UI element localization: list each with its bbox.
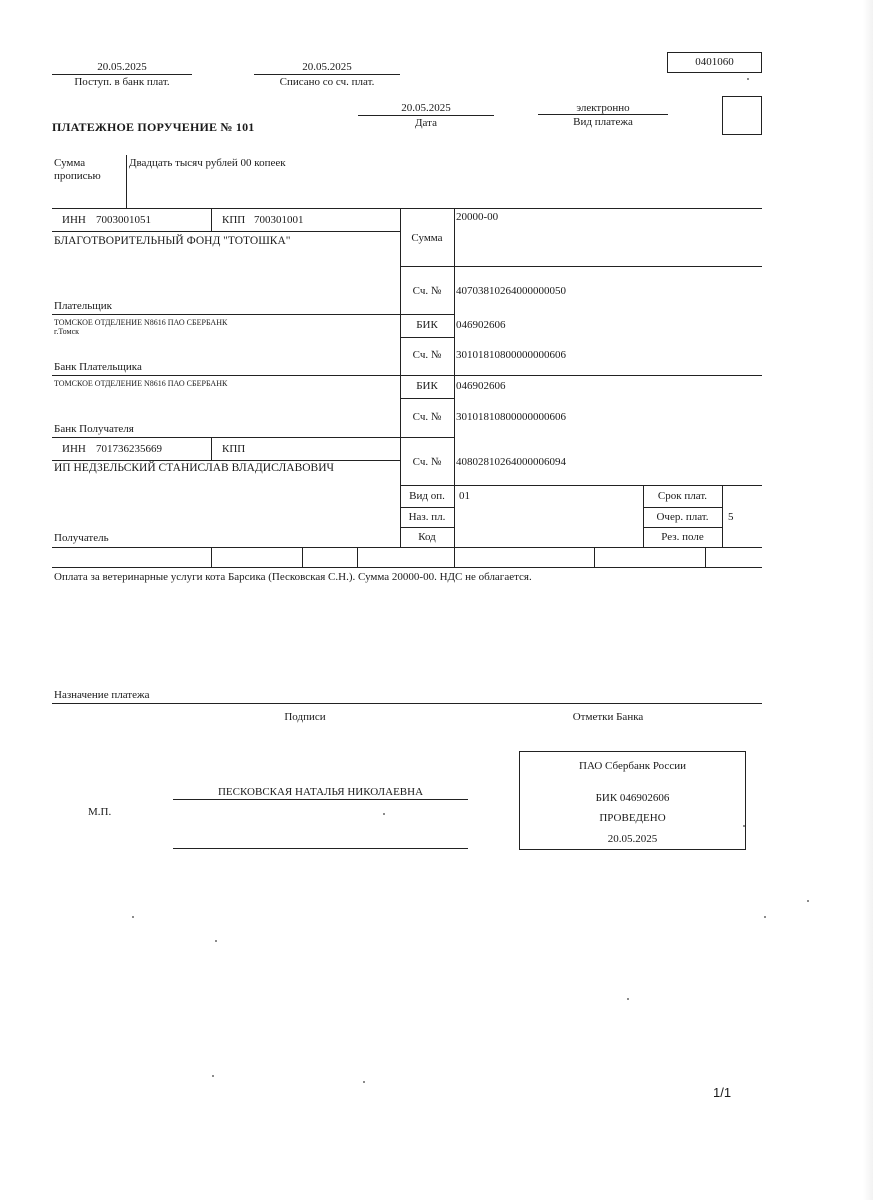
priority-line <box>643 527 722 528</box>
document-date-label: Дата <box>415 117 437 129</box>
grid-vertical-right <box>454 208 455 548</box>
payer-bank-bik: 046902606 <box>456 319 506 331</box>
details-top-line <box>400 485 762 486</box>
amount-words-value: Двадцать тысяч рублей 00 копеек <box>129 157 286 169</box>
payer-inn-kpp-divider <box>211 208 212 231</box>
tax-cell-divider-1 <box>211 547 212 567</box>
payee-inn-label: ИНН <box>62 443 86 455</box>
payer-bank-bik-label: БИК <box>416 319 438 331</box>
payer-status-box <box>722 96 762 135</box>
op-type-label: Вид оп. <box>409 490 445 502</box>
tax-cell-divider-2 <box>302 547 303 567</box>
payee-kpp-label: КПП <box>222 443 246 455</box>
payer-inn-line <box>52 231 400 232</box>
payee-bank-bik: 046902606 <box>456 380 506 392</box>
payer-bank-label: Банк Плательщика <box>54 361 142 373</box>
payee-account-label: Сч. № <box>412 456 442 468</box>
op-type-line <box>400 507 454 508</box>
payer-bottom-line <box>52 314 400 315</box>
tax-row-bottom-line <box>52 567 762 568</box>
scan-speck <box>212 1075 214 1077</box>
received-date: 20.05.2025 <box>97 61 147 73</box>
purpose-code-label: Наз. пл. <box>408 511 446 523</box>
payer-bank-city: г.Томск <box>54 327 80 336</box>
priority-label: Очер. плат. <box>656 511 709 523</box>
payee-account: 40802810264000006094 <box>456 456 566 468</box>
page-number: 1/1 <box>713 1085 732 1100</box>
term-label: Срок плат. <box>657 490 708 502</box>
payer-bank-bottom-line <box>52 375 762 376</box>
payer-bank-bik-line <box>400 337 454 338</box>
payer-sum-label: Сумма <box>411 232 443 244</box>
payee-bank-account: 30101810800000000606 <box>456 411 566 423</box>
bank-stamp-status: ПРОВЕДЕНО <box>599 812 666 824</box>
signature-line-1 <box>173 799 468 800</box>
scan-speck <box>363 1081 365 1083</box>
payment-type: электронно <box>576 102 630 114</box>
tax-cell-divider-4 <box>454 547 455 567</box>
details-bottom-line <box>52 547 762 548</box>
payment-type-label: Вид платежа <box>573 116 633 128</box>
tax-cell-divider-3 <box>357 547 358 567</box>
amount-words-label-line2: прописью <box>54 170 101 182</box>
scan-speck <box>215 940 217 942</box>
bank-stamp-bik: БИК 046902606 <box>595 792 670 804</box>
priority: 5 <box>728 511 734 523</box>
payer-inn: 7003001051 <box>96 214 151 226</box>
details-vertical-2 <box>722 485 723 548</box>
received-label: Поступ. в банк плат. <box>74 76 170 88</box>
op-type: 01 <box>459 490 470 502</box>
code-label: Код <box>418 531 436 543</box>
scan-speck <box>743 825 745 827</box>
signatures-label: Подписи <box>284 711 326 723</box>
amount-words-divider <box>126 155 127 208</box>
payee-bank-bottom-line <box>52 437 454 438</box>
document-title: ПЛАТЕЖНОЕ ПОРУЧЕНИЕ № 101 <box>52 120 255 134</box>
payee-bank-bik-line <box>400 398 454 399</box>
scan-speck <box>747 78 749 80</box>
payer-bank-account: 30101810800000000606 <box>456 349 566 361</box>
payer-inn-label: ИНН <box>62 214 86 226</box>
payer-account-bottom-line <box>400 314 454 315</box>
form-code: 0401060 <box>695 56 734 68</box>
scan-speck <box>627 998 629 1000</box>
debited-label: Списано со сч. плат. <box>279 76 375 88</box>
payer-kpp: 700301001 <box>254 214 304 226</box>
payment-type-line <box>538 114 668 115</box>
purpose-bottom-line <box>52 703 762 704</box>
payee-label: Получатель <box>54 532 109 544</box>
page-edge-shadow <box>863 0 873 1200</box>
bank-stamp-date: 20.05.2025 <box>607 833 658 845</box>
tax-cell-divider-5 <box>594 547 595 567</box>
payee-name: ИП НЕДЗЕЛЬСКИЙ СТАНИСЛАВ ВЛАДИСЛАВОВИЧ <box>54 462 334 474</box>
signer-name: ПЕСКОВСКАЯ НАТАЛЬЯ НИКОЛАЕВНА <box>217 786 424 798</box>
grid-line-top <box>52 208 762 209</box>
amount-words-label-line1: Сумма <box>54 157 86 169</box>
payee-inn-kpp-divider <box>211 437 212 460</box>
payer-sum: 20000-00 <box>456 211 499 223</box>
term-line <box>643 507 722 508</box>
payee-bank-bik-label: БИК <box>416 380 438 392</box>
seal-place-label: М.П. <box>88 806 112 818</box>
debited-date: 20.05.2025 <box>302 61 352 73</box>
payment-purpose-text: Оплата за ветеринарные услуги кота Барсика (Песковская С.Н.). Сумма 20000-00. НДС не облагается. <box>54 571 532 583</box>
payer-account: 40703810264000000050 <box>456 285 566 297</box>
purpose-code-line <box>400 527 454 528</box>
scan-speck <box>807 900 809 902</box>
scan-speck <box>764 916 766 918</box>
payer-name: БЛАГОТВОРИТЕЛЬНЫЙ ФОНД "ТОТОШКА" <box>54 235 291 247</box>
payee-bank-name: ТОМСКОЕ ОТДЕЛЕНИЕ N8616 ПАО СБЕРБАНК <box>54 379 228 388</box>
payee-inn: 701736235669 <box>96 443 162 455</box>
payer-bank-account-label: Сч. № <box>412 349 442 361</box>
tax-cell-divider-6 <box>705 547 706 567</box>
document-date: 20.05.2025 <box>401 102 451 114</box>
bank-marks-label: Отметки Банка <box>572 711 644 723</box>
scan-speck <box>132 916 134 918</box>
scan-speck <box>383 813 385 815</box>
payee-bank-label: Банк Получателя <box>54 423 134 435</box>
reserve-label: Рез. поле <box>661 531 704 543</box>
payer-kpp-label: КПП <box>222 214 246 226</box>
payer-bank-name: ТОМСКОЕ ОТДЕЛЕНИЕ N8616 ПАО СБЕРБАНК <box>54 318 228 327</box>
payer-account-label: Сч. № <box>412 285 442 297</box>
sum-bottom-line <box>400 266 762 267</box>
payee-inn-line <box>52 460 400 461</box>
signature-line-2 <box>173 848 468 849</box>
payment-purpose-label: Назначение платежа <box>54 689 150 701</box>
payer-label: Плательщик <box>54 300 112 312</box>
payee-bank-account-label: Сч. № <box>412 411 442 423</box>
debited-date-line <box>254 74 400 75</box>
bank-stamp-bank: ПАО Сбербанк России <box>579 760 686 772</box>
received-date-line <box>52 74 192 75</box>
document-date-line <box>358 115 494 116</box>
